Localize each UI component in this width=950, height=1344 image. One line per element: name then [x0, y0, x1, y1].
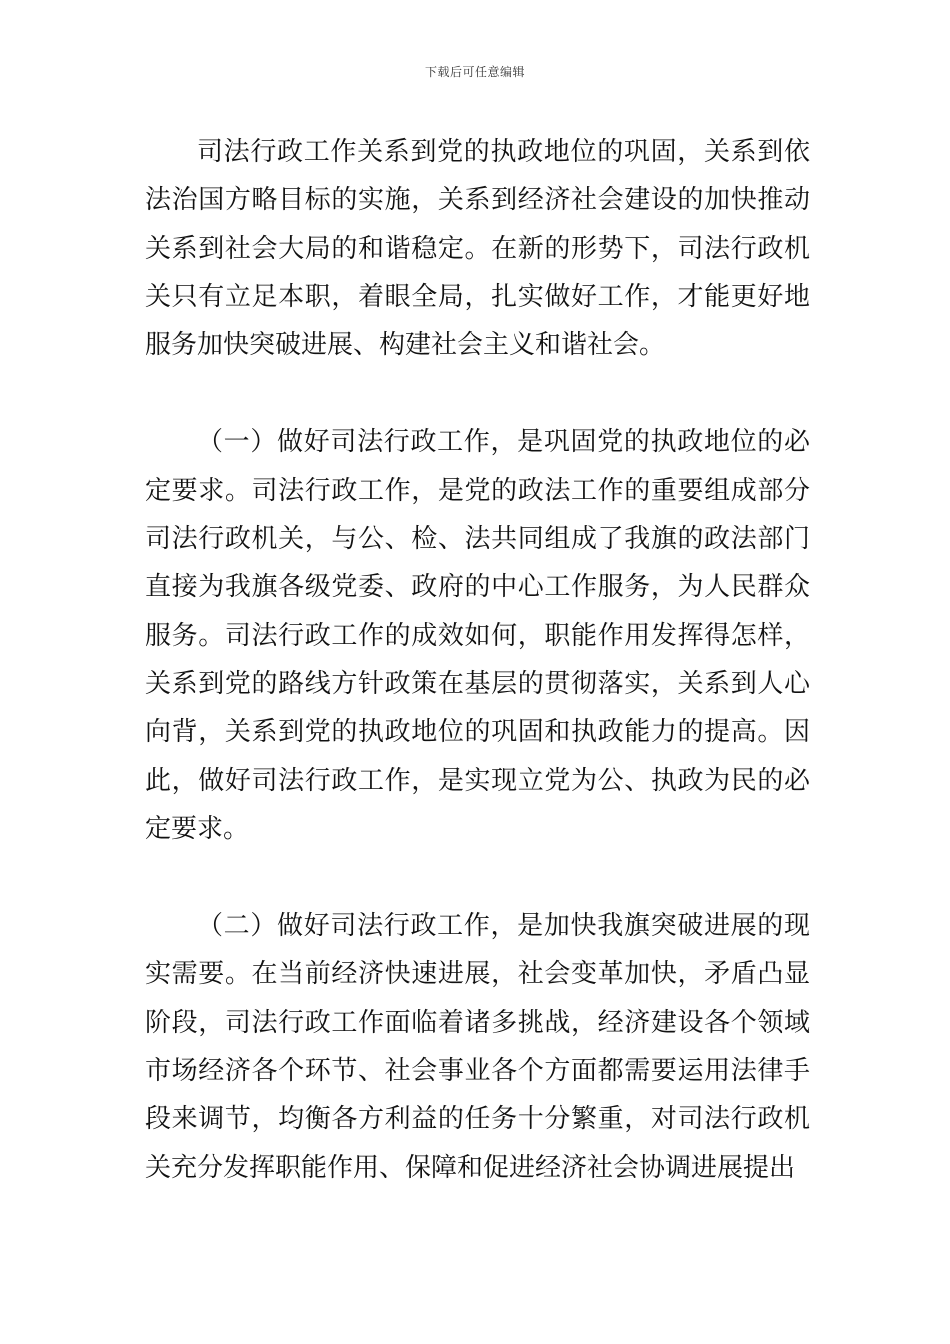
page-header-note: 下载后可任意编辑: [424, 65, 525, 79]
document-body: [145, 128, 810, 1192]
paragraph-section-2: （二）做好司法行政工作，是加快我旗突破进展的现实需要。在当前经济快速进展，社会变革加快，矛盾凸显阶段，司法行政工作面临着诸多挑战，经济建设各个领域市场经济各个环节、社会事业各个方面都需要运用法律手段来调节，均衡各方利益的任务十分繁重，对司法行政机关充分发挥职能作用、保障和促进经济社会协调进展提出: [145, 911, 810, 1183]
paragraph-intro: 司法行政工作关系到党的执政地位的巩固，关系到依法治国方略目标的实施，关系到经济社会建设的加快推动关系到社会大局的和谐稳定。在新的形势下，司法行政机关只有立足本职，着眼全局，扎实做好工作，才能更好地服务加快突破进展、构建社会主义和谐社会。: [145, 137, 810, 361]
paragraph-section-1: （一）做好司法行政工作，是巩固党的执政地位的必定要求。司法行政工作，是党的政法工作的重要组成部分司法行政机关，与公、检、法共同组成了我旗的政法部门直接为我旗各级党委、政府的中心工作服务，为人民群众服务。司法行政工作的成效如何，职能作用发挥得怎样，关系到党的路线方针政策在基层的贯彻落实，关系到人心向背，关系到党的执政地位的巩固和执政能力的提高。因此，做好司法行政工作，是实现立党为公、执政为民的必定要求。: [145, 427, 810, 844]
